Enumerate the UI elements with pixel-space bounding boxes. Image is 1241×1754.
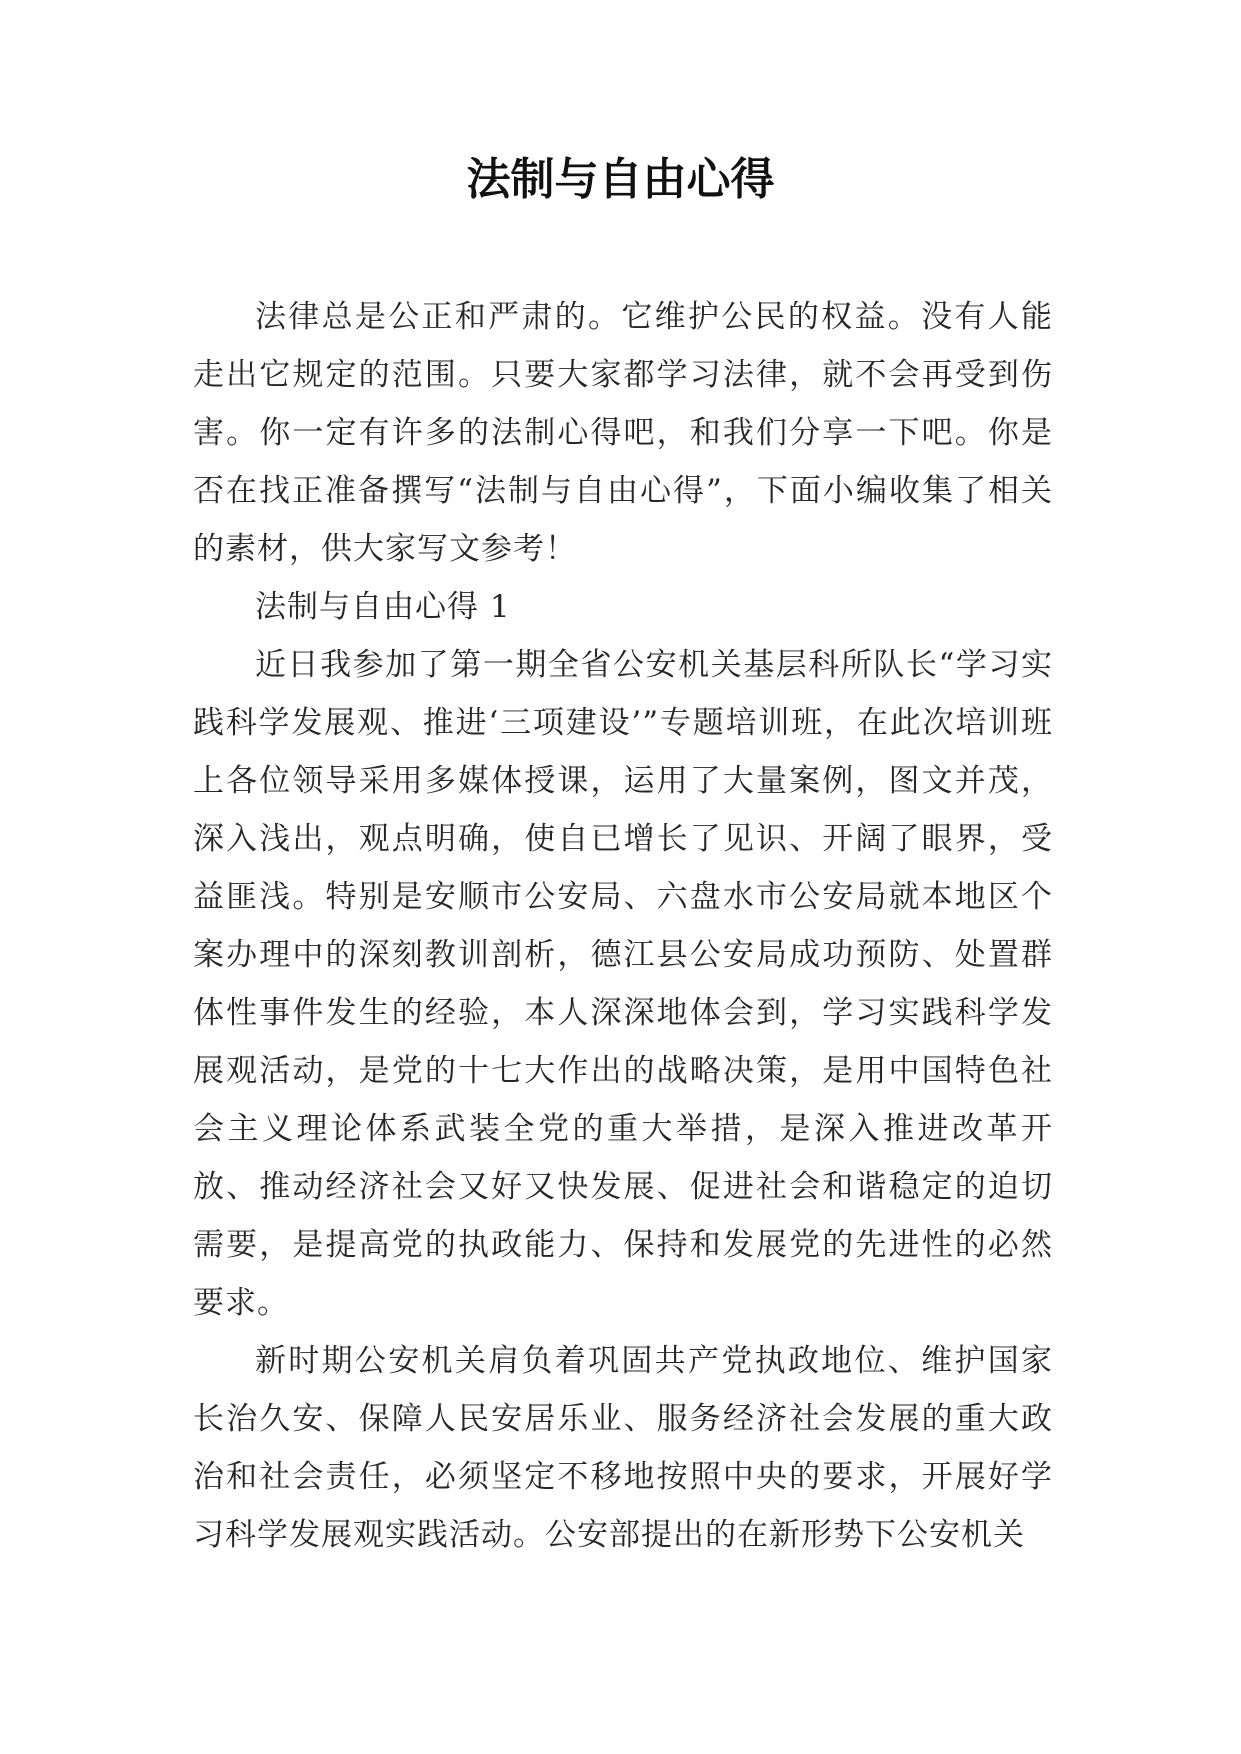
document-title: 法制与自由心得	[466, 154, 775, 205]
body-paragraph: 近日我参加了第一期全省公安机关基层科所队长“学习实践科学发展观、推进‘三项建设’”专题培训班，在此次培训班上各位领导采用多媒体授课，运用了大量案例，图文并茂，深入浅出，观点明确，使自已增长了见识、开阔了眼界，受益匪浅。特别是安顺市公安局、六盘水市公安局就本地区个案办理中的深刻教训剖析，德江县公安局成功预防、处置群体性事件发生的经验，本人深深地体会到，学习实践科学发展观活动，是党的十七大作出的战略决策，是用中国特色社会主义理论体系武装全党的重大举措，是深入推进改革开放、推动经济社会又好又快发展、促进社会和谐稳定的迫切需要，是提高党的执政能力、保持和发展党的先进性的必然要求。	[193, 647, 1053, 1321]
body-paragraph: 新时期公安机关肩负着巩固共产党执政地位、维护国家长治久安、保障人民安居乐业、服务经济社会发展的重大政治和社会责任，必须坚定不移地按照中央的要求，开展好学习科学发展观实践活动。公安部提出的在新形势下公安机关	[193, 1343, 1053, 1553]
document-body	[193, 288, 1053, 1564]
section-heading: 法制与自由心得 1	[255, 589, 511, 625]
intro-paragraph: 法律总是公正和严肃的。它维护公民的权益。没有人能走出它规定的范围。只要大家都学习法律，就不会再受到伤害。你一定有许多的法制心得吧，和我们分享一下吧。你是否在找正准备撰写“法制与自由心得”，下面小编收集了相关的素材，供大家写文参考！	[193, 299, 1053, 567]
